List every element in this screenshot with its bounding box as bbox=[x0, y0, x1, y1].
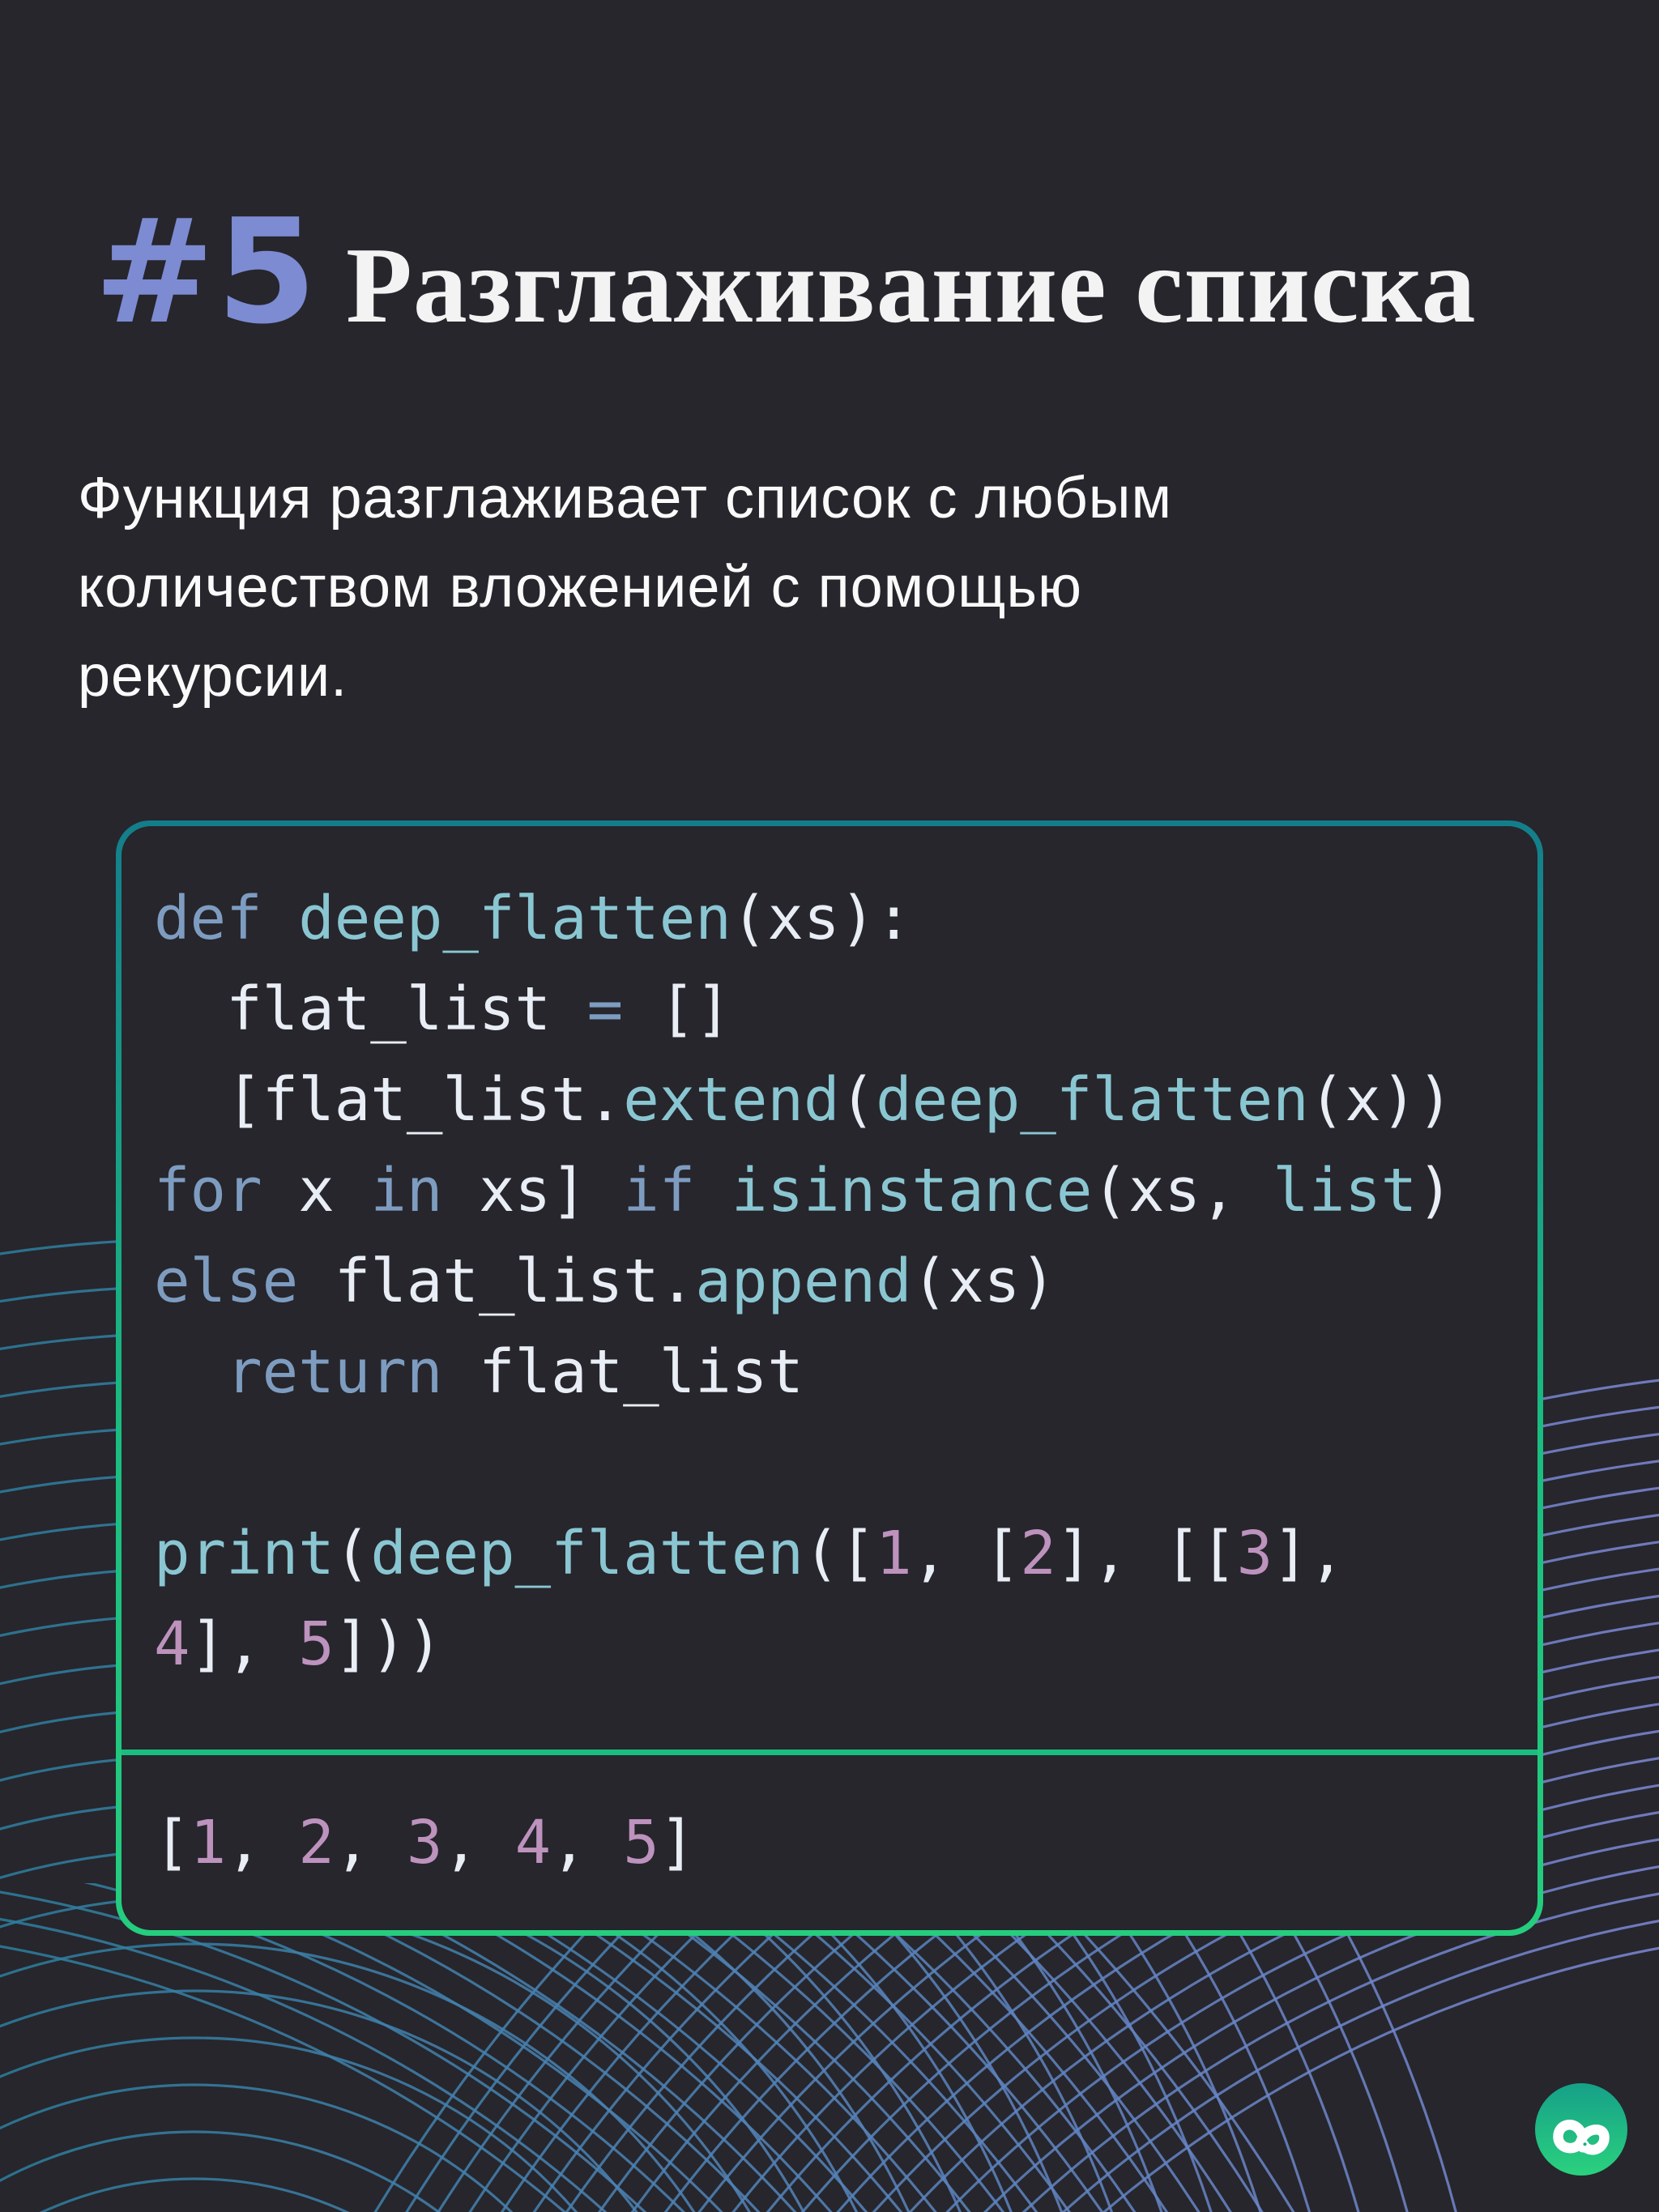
code-token: list bbox=[1273, 1156, 1418, 1225]
code-token: 5 bbox=[623, 1808, 659, 1877]
code-token: def bbox=[154, 884, 262, 953]
code-token: for bbox=[154, 1156, 262, 1225]
code-token: ], [[ bbox=[1056, 1519, 1237, 1588]
code-token: , bbox=[551, 1808, 624, 1877]
code-line bbox=[154, 1236, 1505, 1327]
code-token: extend bbox=[623, 1065, 840, 1135]
code-token: return bbox=[226, 1337, 443, 1407]
code-token: 5 bbox=[298, 1609, 335, 1679]
code-token: (xs) bbox=[911, 1247, 1056, 1316]
code-token: x bbox=[262, 1156, 371, 1225]
code-token: deep_flatten bbox=[876, 1065, 1309, 1135]
issue-number: #5 bbox=[94, 188, 318, 356]
code-token: (x)) bbox=[1308, 1065, 1453, 1135]
code-token: 1 bbox=[190, 1808, 227, 1877]
code-token: flat_list. bbox=[298, 1247, 696, 1316]
code-token: deep_flatten bbox=[298, 884, 731, 953]
code-token: 3 bbox=[1236, 1519, 1273, 1588]
code-line bbox=[154, 1327, 1505, 1417]
code-token: , bbox=[334, 1808, 407, 1877]
description-line: рекурсии. bbox=[78, 644, 348, 709]
code-token: (xs): bbox=[731, 884, 912, 953]
code-token bbox=[262, 884, 299, 953]
code-token: ] bbox=[659, 1808, 696, 1877]
code-token: ( bbox=[839, 1065, 876, 1135]
code-output-divider bbox=[122, 1750, 1537, 1755]
code-token: append bbox=[695, 1247, 912, 1316]
description-line: Функция разглаживает список с любым bbox=[78, 466, 1173, 531]
code-line bbox=[154, 1417, 1505, 1508]
code-token: , bbox=[226, 1808, 299, 1877]
code-box-inner bbox=[122, 826, 1537, 1930]
code-token: ) bbox=[1417, 1156, 1453, 1225]
code-line bbox=[154, 873, 1505, 964]
code-token: ([ bbox=[803, 1519, 876, 1588]
description bbox=[78, 454, 1172, 721]
code-token: xs] bbox=[442, 1156, 624, 1225]
code-token: 4 bbox=[514, 1808, 552, 1877]
code-token: deep_flatten bbox=[370, 1519, 804, 1588]
description-line: количеством вложенией с помощью bbox=[78, 555, 1082, 620]
output-line bbox=[154, 1797, 1505, 1888]
code-token bbox=[154, 1337, 226, 1407]
code-token: 1 bbox=[876, 1519, 912, 1588]
code-line bbox=[154, 1508, 1505, 1599]
header bbox=[94, 188, 1477, 356]
code-token: , [ bbox=[911, 1519, 1021, 1588]
code-token: flat_list bbox=[154, 974, 587, 1044]
code-token: ])) bbox=[334, 1609, 443, 1679]
code-token: 2 bbox=[1020, 1519, 1056, 1588]
code-line bbox=[154, 1599, 1505, 1690]
code-token: = bbox=[586, 974, 624, 1044]
code-token: print bbox=[154, 1519, 335, 1588]
code-token: 3 bbox=[406, 1808, 443, 1877]
code-token: if bbox=[623, 1156, 696, 1225]
code-token: [ bbox=[154, 1808, 190, 1877]
code-token: ( bbox=[334, 1519, 371, 1588]
output-section bbox=[122, 1755, 1537, 1930]
snake-logo-icon bbox=[1535, 2083, 1627, 2176]
code-token: in bbox=[370, 1156, 443, 1225]
code-box bbox=[116, 820, 1543, 1936]
code-token: flat_list bbox=[442, 1337, 804, 1407]
code-line bbox=[154, 1055, 1505, 1145]
code-token: else bbox=[154, 1247, 299, 1316]
code-token bbox=[695, 1156, 731, 1225]
code-line bbox=[154, 964, 1505, 1055]
code-token: ], bbox=[1273, 1519, 1346, 1588]
code-token: ], bbox=[190, 1609, 299, 1679]
code-token: [flat_list. bbox=[154, 1065, 624, 1135]
code-token: , bbox=[442, 1808, 515, 1877]
code-token: [] bbox=[623, 974, 731, 1044]
code-token: 2 bbox=[298, 1808, 335, 1877]
code-token: 4 bbox=[154, 1609, 190, 1679]
code-section bbox=[122, 826, 1537, 1750]
code-token: isinstance bbox=[731, 1156, 1093, 1225]
code-token: (xs, bbox=[1092, 1156, 1273, 1225]
page-title: Разглаживание списка bbox=[346, 225, 1477, 345]
code-line bbox=[154, 1145, 1505, 1236]
